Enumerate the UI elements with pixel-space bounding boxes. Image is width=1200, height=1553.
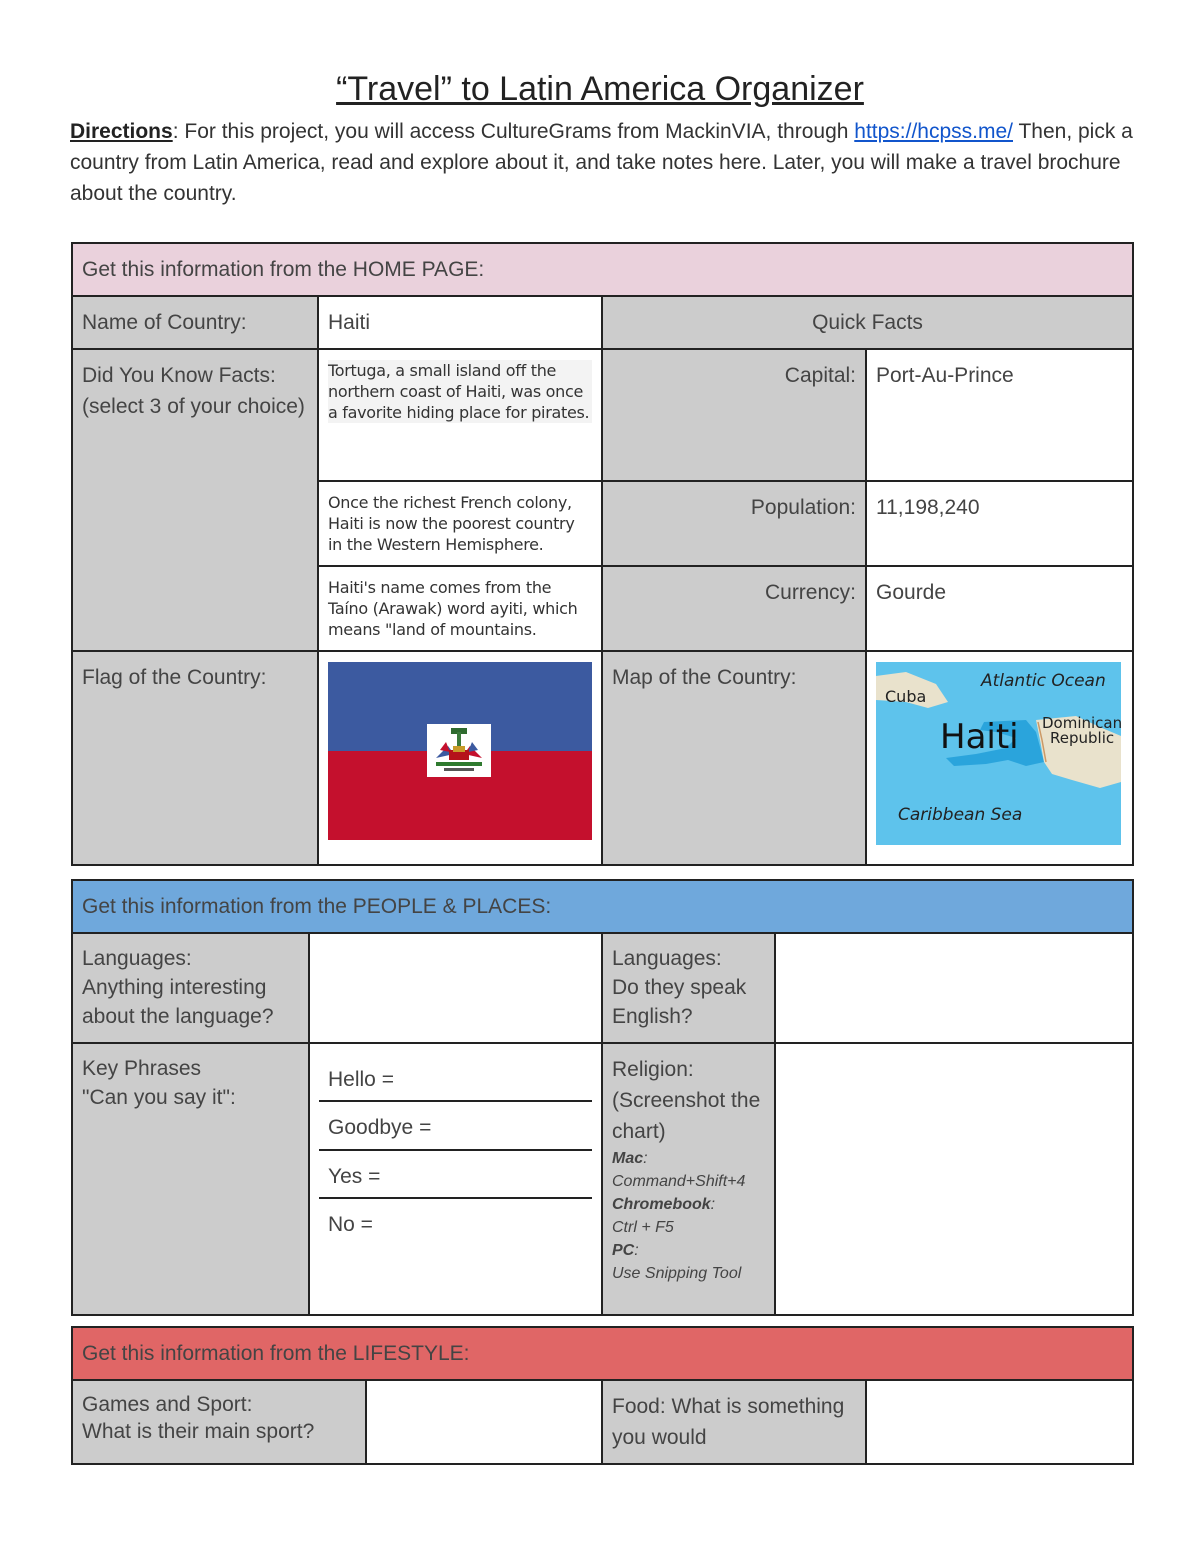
population-value[interactable]: 11,198,240 bbox=[866, 481, 1133, 566]
fact-3-text: Haiti's name comes from the Taíno (Arawak) word ayiti, which means "land of mountains. bbox=[328, 578, 578, 639]
haiti-map bbox=[876, 662, 1121, 845]
flag-label: Flag of the Country: bbox=[72, 651, 318, 865]
pc-shortcut: Use Snipping Tool bbox=[612, 1265, 742, 1282]
lifestyle-table bbox=[71, 1326, 1134, 1465]
english-question: Do they speak English? bbox=[612, 976, 747, 1028]
pc-label: PC bbox=[612, 1242, 635, 1259]
quick-facts-heading: Quick Facts bbox=[602, 296, 1133, 349]
fact-3 bbox=[328, 577, 592, 640]
mac-label: Mac bbox=[612, 1150, 644, 1167]
key-phrases-label bbox=[72, 1043, 309, 1315]
fact-cell-2[interactable] bbox=[318, 481, 602, 566]
hcpss-link[interactable]: https://hcpss.me/ bbox=[854, 120, 1013, 143]
fact-cell-1[interactable] bbox=[318, 349, 602, 481]
religion-answer[interactable] bbox=[775, 1043, 1133, 1315]
lifestyle-header: Get this information from the LIFESTYLE: bbox=[72, 1327, 1133, 1380]
people-places-header: Get this information from the PEOPLE & PLACES: bbox=[72, 880, 1133, 933]
map-cell[interactable] bbox=[866, 651, 1133, 865]
map-haiti-label: Haiti bbox=[940, 717, 1019, 757]
chromebook-label: Chromebook bbox=[612, 1196, 711, 1213]
mac-shortcut: Command+Shift+4 bbox=[612, 1173, 746, 1190]
games-sport-title: Games and Sport: bbox=[82, 1393, 253, 1416]
map-cuba-label: Cuba bbox=[885, 687, 927, 706]
key-phrases-question: "Can you say it": bbox=[82, 1086, 236, 1109]
population-label: Population: bbox=[602, 481, 866, 566]
religion-label: Religion: (Screenshot the chart) bbox=[612, 1058, 761, 1143]
directions-label: Directions bbox=[70, 120, 173, 143]
capital-value[interactable]: Port-Au-Prince bbox=[866, 349, 1133, 481]
map-dominican-label: Dominican bbox=[1042, 714, 1121, 732]
games-sport-label bbox=[72, 1380, 366, 1464]
map-caribbean-label: Caribbean Sea bbox=[898, 805, 1023, 825]
country-name-label: Name of Country: bbox=[72, 296, 318, 349]
games-sport-answer[interactable] bbox=[366, 1380, 602, 1464]
directions-text-a: : For this project, you will access CultureGrams from MackinVIA, through bbox=[172, 120, 855, 143]
flag-cell[interactable] bbox=[318, 651, 602, 865]
key-phrases-title: Key Phrases bbox=[82, 1057, 202, 1080]
currency-value[interactable]: Gourde bbox=[866, 566, 1133, 651]
haiti-flag bbox=[328, 662, 592, 840]
food-answer[interactable] bbox=[866, 1380, 1133, 1464]
food-label: Food: What is something you would bbox=[602, 1380, 866, 1464]
religion-label-cell bbox=[602, 1043, 775, 1315]
phrase-hello[interactable]: Hello = bbox=[319, 1054, 592, 1102]
home-page-header: Get this information from the HOME PAGE: bbox=[72, 243, 1133, 296]
country-name-value[interactable]: Haiti bbox=[318, 296, 602, 349]
directions bbox=[70, 116, 1140, 209]
phrase-yes[interactable]: Yes = bbox=[319, 1151, 592, 1199]
map-atlantic-label: Atlantic Ocean bbox=[981, 671, 1106, 691]
fact-1: Tortuga, a small island off the northern coast of Haiti, was once a favorite hiding place for pirates. bbox=[328, 360, 592, 423]
phrase-goodbye[interactable]: Goodbye = bbox=[319, 1102, 592, 1151]
coat-of-arms-icon bbox=[427, 724, 491, 777]
english-answer[interactable] bbox=[775, 933, 1133, 1043]
english-label-title: Languages: bbox=[612, 947, 722, 970]
people-places-table bbox=[71, 879, 1134, 1316]
map-republic-label: Republic bbox=[1050, 729, 1115, 747]
phrases-cell bbox=[309, 1043, 602, 1315]
chromebook-shortcut: Ctrl + F5 bbox=[612, 1219, 674, 1236]
directions-text-b: Then, pick a country from Latin America, read and explore about it, and take notes here. Later, you will make a travel brochure about the country. bbox=[70, 120, 1133, 205]
currency-label: Currency: bbox=[602, 566, 866, 651]
page-title: “Travel” to Latin America Organizer bbox=[336, 70, 864, 108]
map-label: Map of the Country: bbox=[602, 651, 866, 865]
fact-cell-3[interactable] bbox=[318, 566, 602, 651]
languages-label: Languages: bbox=[82, 947, 192, 970]
home-page-table bbox=[71, 242, 1134, 866]
capital-label: Capital: bbox=[602, 349, 866, 481]
english-label bbox=[602, 933, 775, 1043]
languages-question: Anything interesting about the language? bbox=[82, 976, 274, 1028]
languages-interesting-label bbox=[72, 933, 309, 1043]
mac-instructions: Mac: Command+Shift+4 Chromebook: Ctrl + F5 PC: Use Snipping Tool bbox=[612, 1150, 746, 1282]
languages-interesting-answer[interactable] bbox=[309, 933, 602, 1043]
did-you-know-label: Did You Know Facts: (select 3 of your choice) bbox=[72, 349, 318, 651]
phrase-no[interactable]: No = bbox=[328, 1213, 373, 1236]
fact-2: Once the richest French colony, Haiti is now the poorest country in the Western Hemisphere. bbox=[328, 493, 575, 554]
games-sport-question: What is their main sport? bbox=[82, 1420, 315, 1443]
